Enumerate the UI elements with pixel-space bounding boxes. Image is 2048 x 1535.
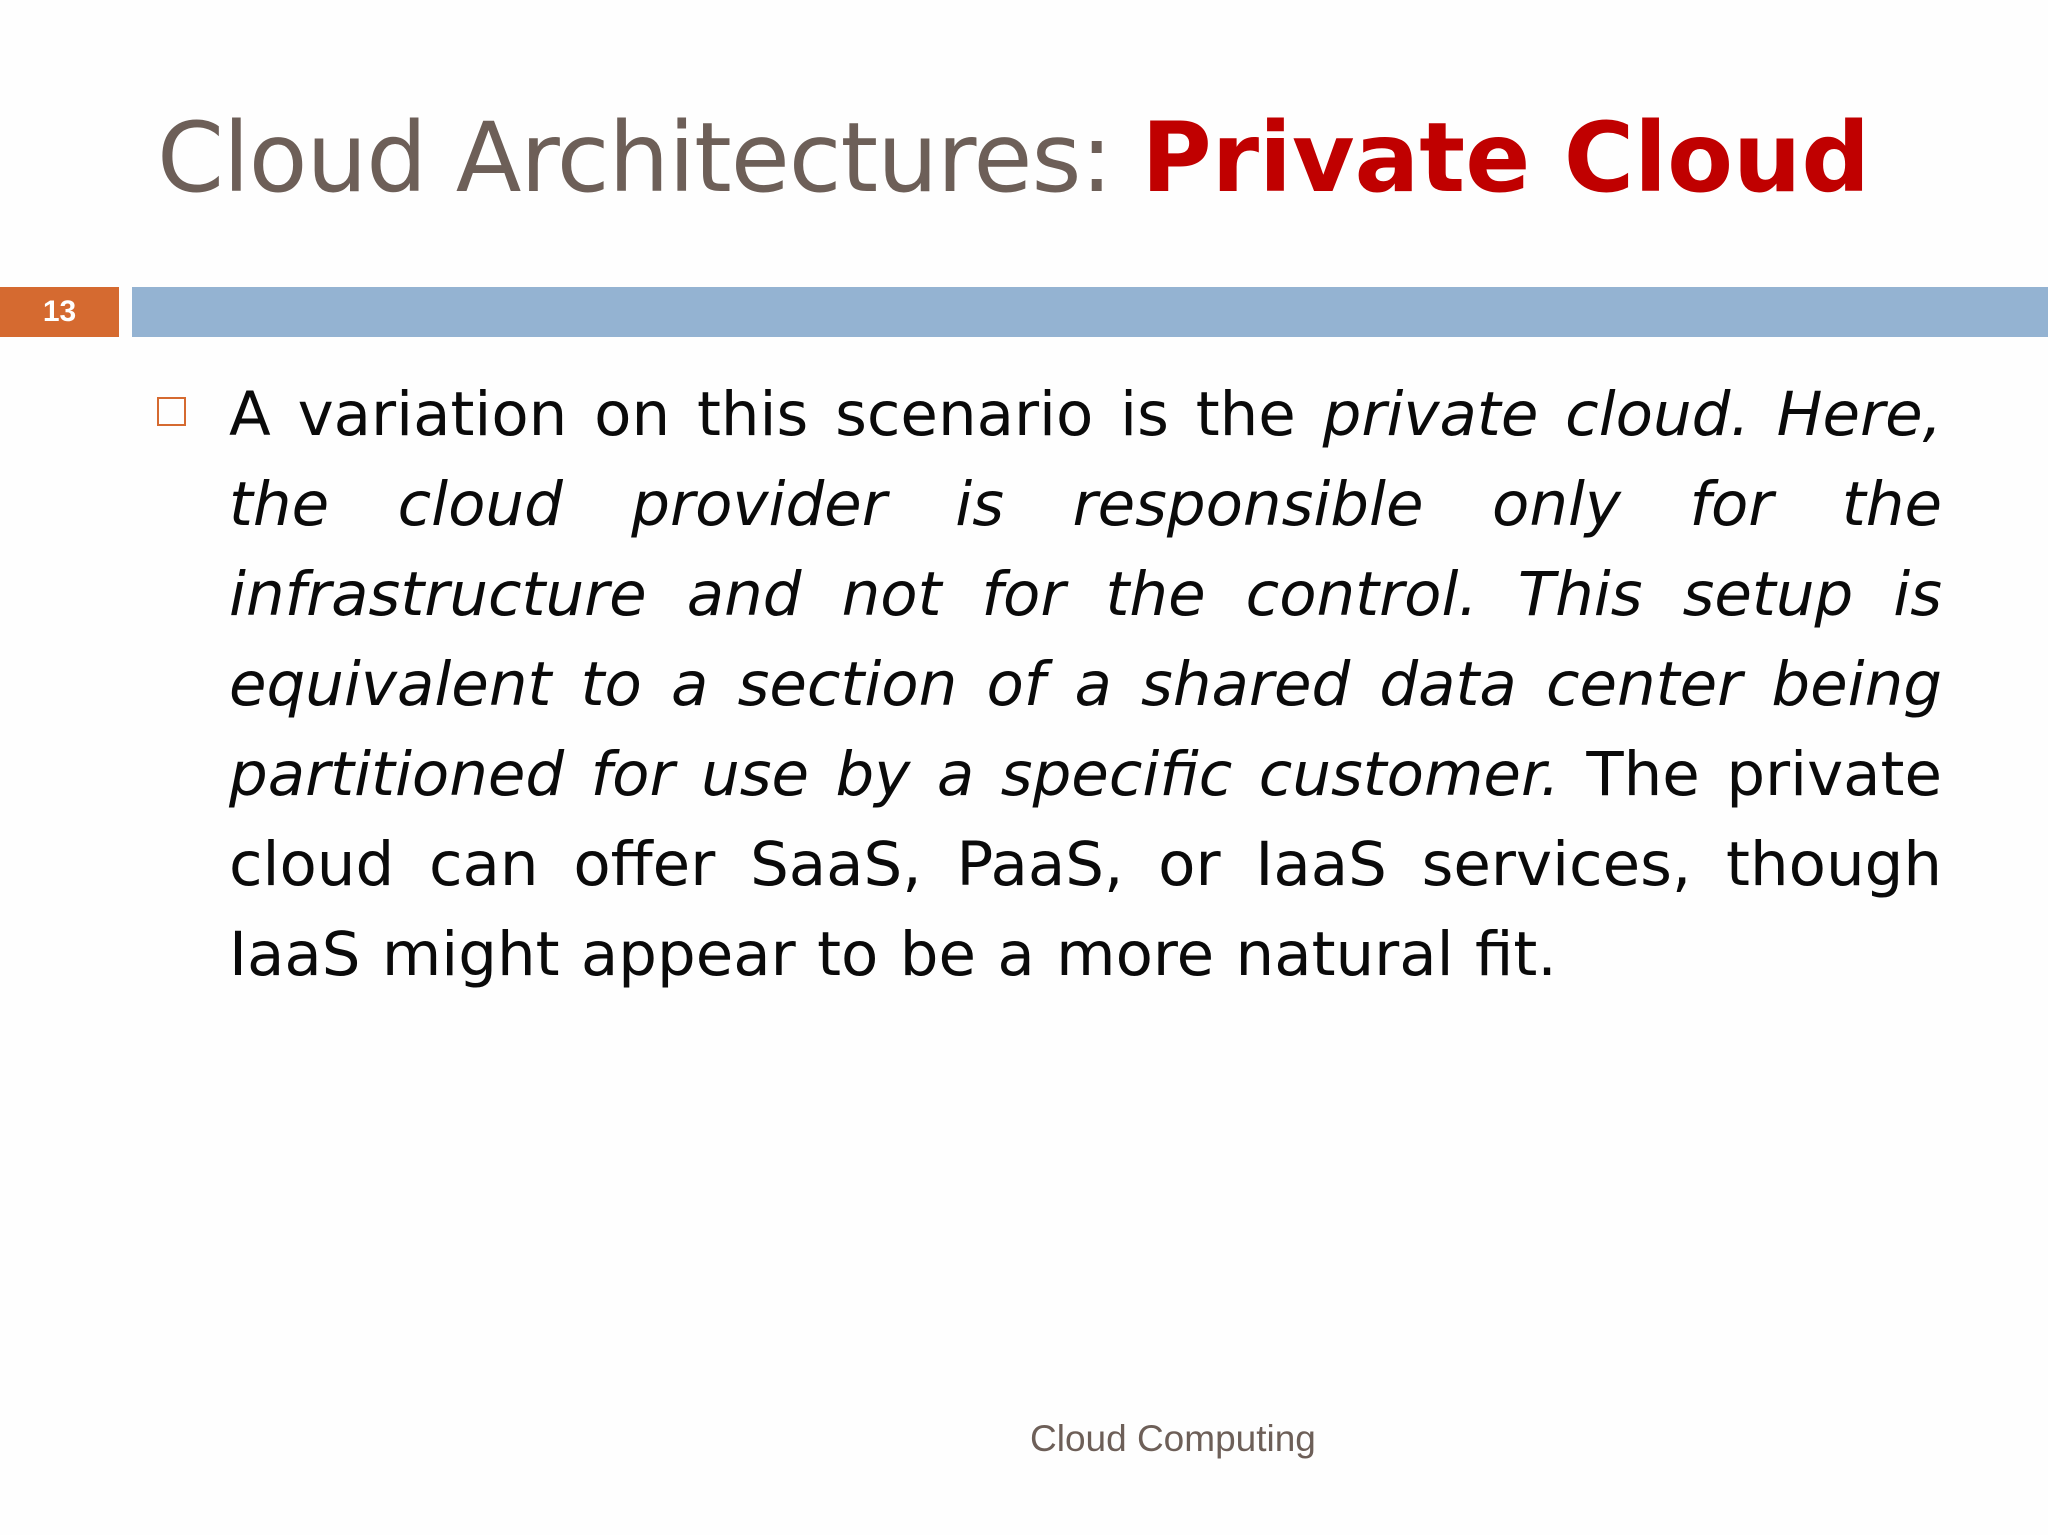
slide-title (157, 103, 1870, 213)
slide-number: 13 (42, 295, 77, 328)
bullet-text (229, 370, 1942, 1000)
header-divider-bar (132, 287, 2048, 337)
slide-title-highlight: Private Cloud (1141, 102, 1871, 214)
bullet-item (157, 370, 1942, 1000)
slide-number-badge (0, 287, 119, 337)
bullet-text-tail: The private cloud can offer SaaS, PaaS, or IaaS services, though IaaS might appear to be a more natural fit. (229, 739, 1942, 990)
slide-title-plain: Cloud Architectures: (157, 102, 1142, 214)
slide-footer: Cloud Computing (1030, 1418, 1316, 1459)
bullet-text-italic: private cloud. Here, the cloud provider is responsible only for the infrastructure and not for the control. This setup is equivalent to a section of a shared data center being partitioned for use by a specific customer. (229, 379, 1942, 810)
slide-body (157, 370, 1942, 1000)
hollow-square-bullet-icon (157, 397, 186, 426)
bullet-text-lead: A variation on this scenario is the (229, 379, 1323, 450)
